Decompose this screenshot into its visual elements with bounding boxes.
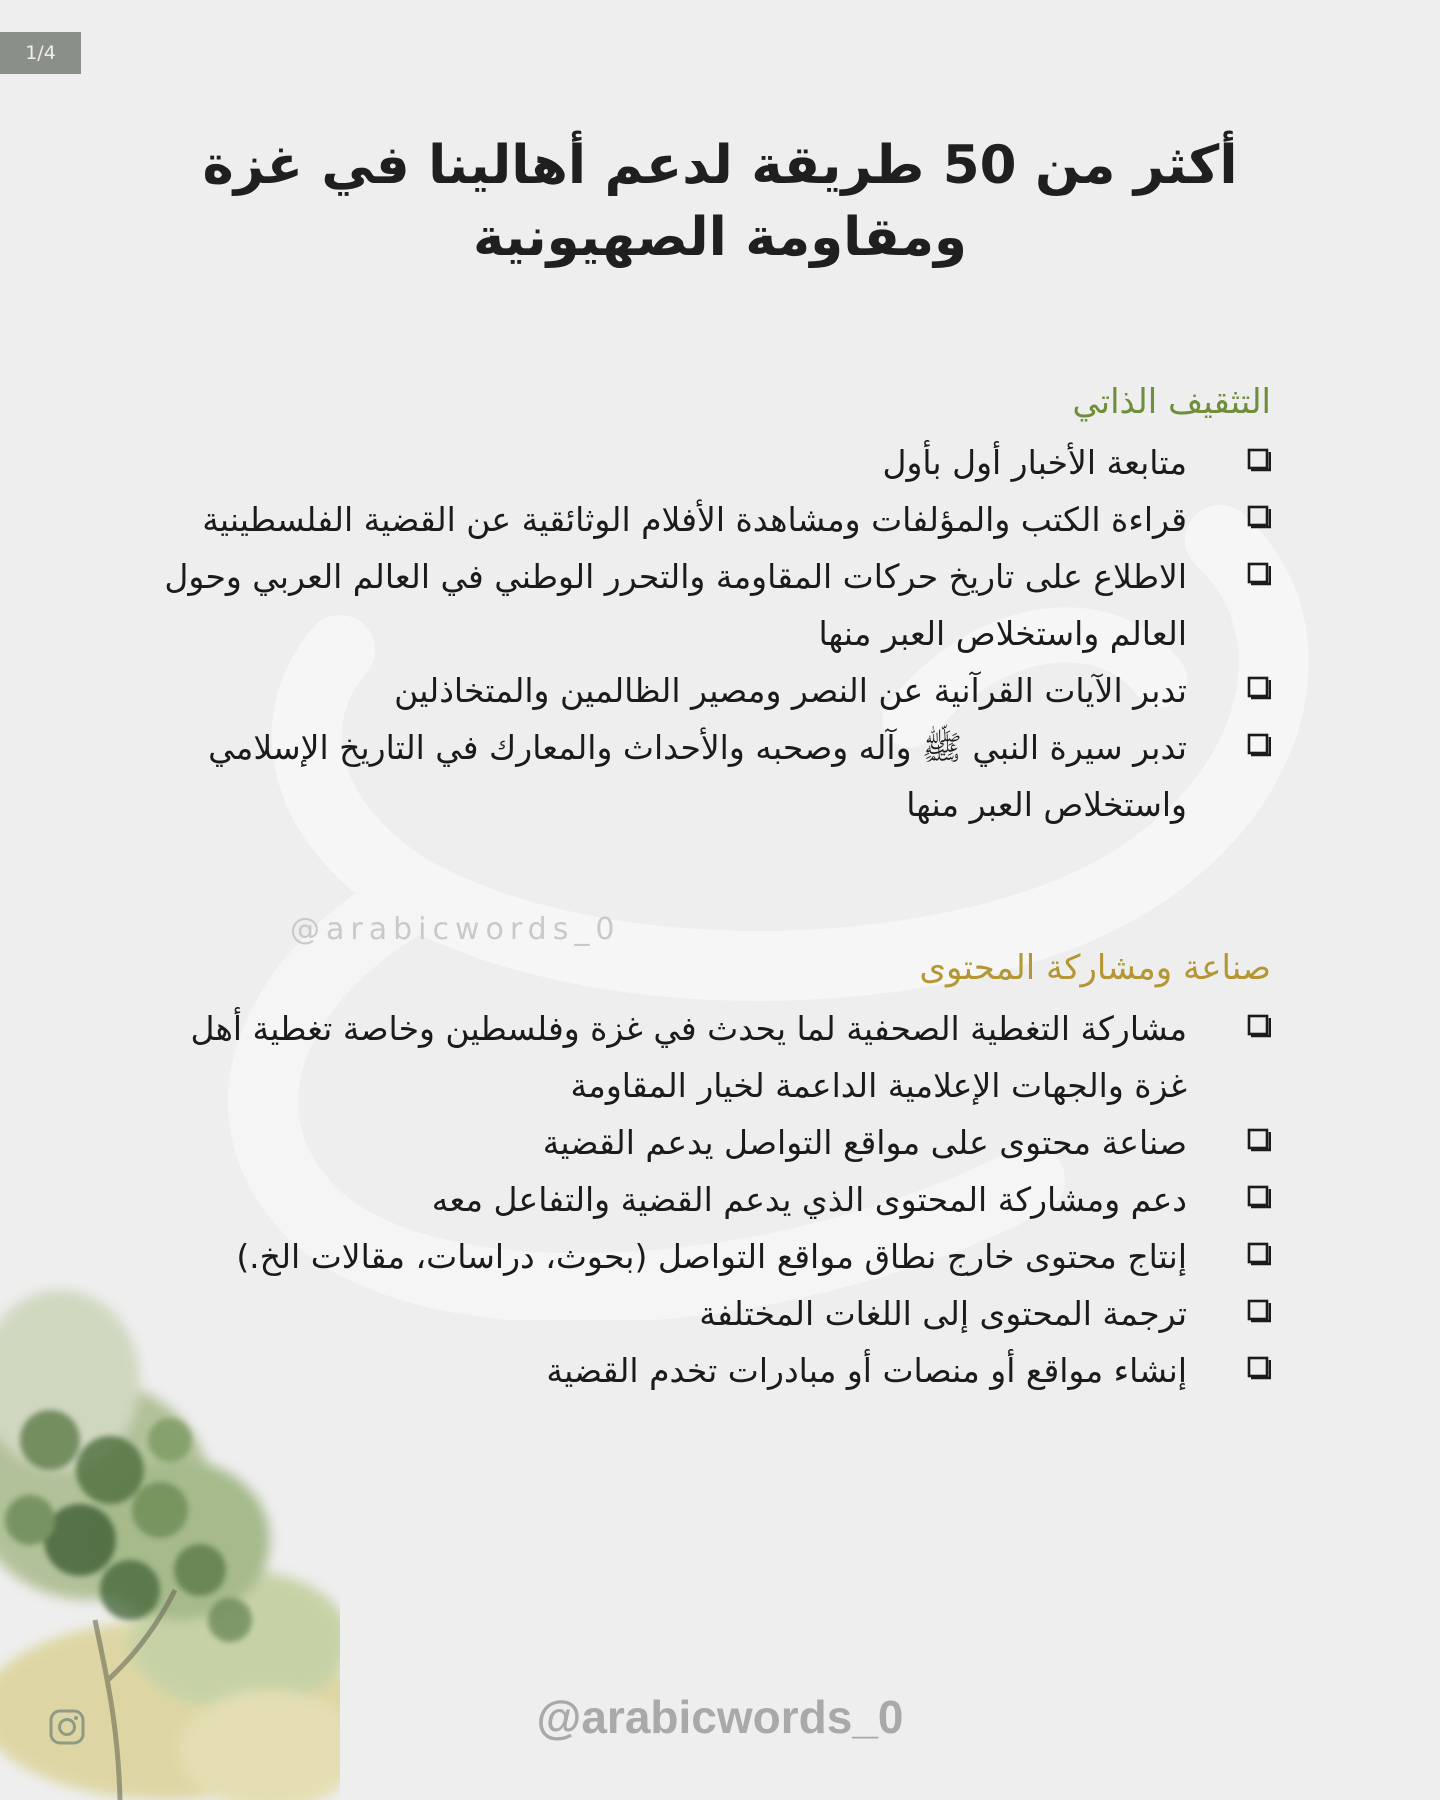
checklist-item-text: صناعة محتوى على مواقع التواصل يدعم القضية [542, 1123, 1187, 1162]
checkbox-icon[interactable] [1247, 448, 1271, 472]
checklist-item-text: تدبر الآيات القرآنية عن النصر ومصير الظالمين والمتخاذلين [394, 671, 1187, 710]
checkbox-icon[interactable] [1247, 1299, 1271, 1323]
checklist-item-text: مشاركة التغطية الصحفية لما يحدث في غزة وفلسطين وخاصة تغطية أهل غزة والجهات الإعلامية الداعمة لخيار المقاومة [190, 1009, 1187, 1105]
section-title-content-creation: صناعة ومشاركة المحتوى [919, 948, 1271, 988]
checklist-item-text: تدبر سيرة النبي ﷺ وآله وصحبه والأحداث والمعارك في التاريخ الإسلامي واستخلاص العبر منها [208, 728, 1187, 824]
checklist-content-creation [161, 1000, 1271, 1399]
checklist-item [161, 1285, 1271, 1342]
checklist-item [161, 1114, 1271, 1171]
title-line-1: أكثر من 50 طريقة لدعم أهالينا في غزة [202, 135, 1238, 196]
section-title-self-education: التثقيف الذاتي [1072, 382, 1271, 422]
checklist-item-text: قراءة الكتب والمؤلفات ومشاهدة الأفلام الوثائقية عن القضية الفلسطينية [202, 500, 1187, 539]
checkbox-icon[interactable] [1247, 562, 1271, 586]
checklist-item-text: ترجمة المحتوى إلى اللغات المختلفة [699, 1294, 1187, 1333]
checklist-item [161, 1228, 1271, 1285]
title-line-2: ومقاومة الصهيونية [473, 207, 967, 268]
checklist-item [161, 662, 1271, 719]
checkbox-icon[interactable] [1247, 676, 1271, 700]
checklist-item [161, 719, 1271, 833]
checkbox-icon[interactable] [1247, 1185, 1271, 1209]
checklist-item-text: متابعة الأخبار أول بأول [882, 443, 1187, 482]
checklist-item-text: إنشاء مواقع أو منصات أو مبادرات تخدم القضية [546, 1351, 1187, 1390]
checkbox-icon[interactable] [1247, 505, 1271, 529]
checklist-item [161, 434, 1271, 491]
checkbox-icon[interactable] [1247, 733, 1271, 757]
checklist-item [161, 1342, 1271, 1399]
checklist-item [161, 1000, 1271, 1114]
checkbox-icon[interactable] [1247, 1356, 1271, 1380]
watermark-handle-footer: @arabicwords_0 [536, 1691, 904, 1743]
checklist-item-text: الاطلاع على تاريخ حركات المقاومة والتحرر الوطني في العالم العربي وحول العالم واستخلاص العبر منها [164, 557, 1187, 653]
watermark-handle-mid: @arabicwords_0 [290, 912, 621, 947]
checklist-item-text: إنتاج محتوى خارج نطاق مواقع التواصل (بحوث، دراسات، مقالات الخ.) [236, 1237, 1187, 1276]
checklist-item [161, 1171, 1271, 1228]
checklist-item-text: دعم ومشاركة المحتوى الذي يدعم القضية والتفاعل معه [431, 1180, 1187, 1219]
checklist-item [161, 491, 1271, 548]
checklist-self-education [161, 434, 1271, 833]
checkbox-icon[interactable] [1247, 1128, 1271, 1152]
page-indicator-badge: 1/4 [0, 32, 81, 74]
page-title [150, 130, 1290, 274]
checkbox-icon[interactable] [1247, 1242, 1271, 1266]
checkbox-icon[interactable] [1247, 1014, 1271, 1038]
checklist-item [161, 548, 1271, 662]
